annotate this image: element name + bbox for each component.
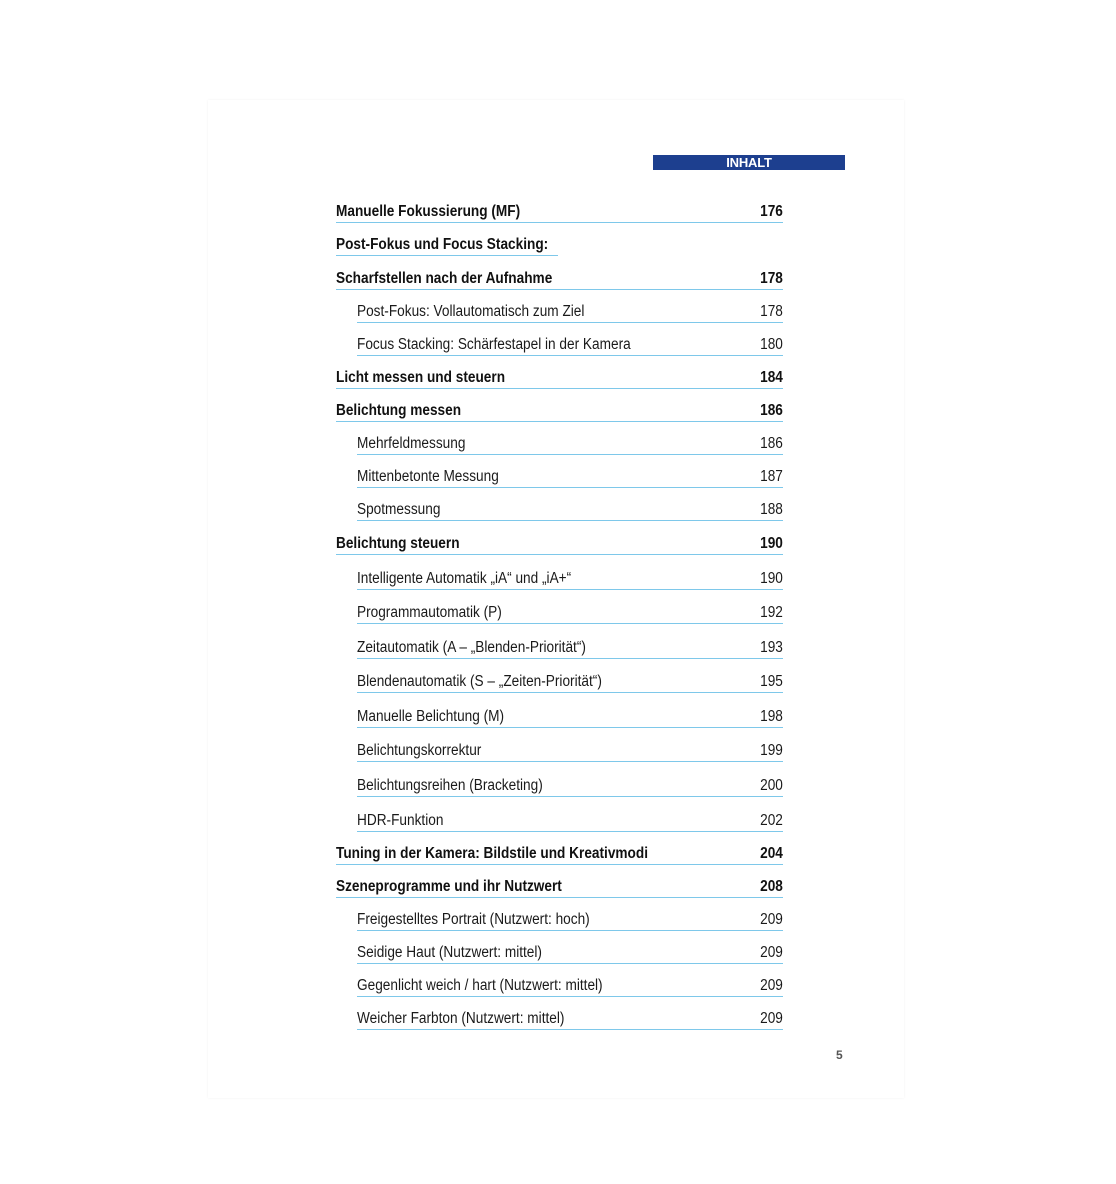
toc-entry-title: Focus Stacking: Schärfestapel in der Kamera (357, 336, 631, 353)
toc-entry-page-number: 200 (760, 777, 783, 794)
toc-entry-underline (336, 554, 783, 555)
toc-entry-page-number: 202 (760, 812, 783, 829)
toc-entry-page-number: 192 (760, 604, 783, 621)
toc-entry-chapter (336, 195, 783, 223)
toc-entry-page-number: 178 (760, 303, 783, 320)
toc-entry-title: Weicher Farbton (Nutzwert: mittel) (357, 1010, 565, 1027)
toc-entry-page-number: 204 (760, 845, 783, 862)
toc-entry-page-number: 208 (760, 878, 783, 895)
toc-entry-chapter (336, 228, 783, 256)
toc-entry-page-number: 195 (760, 673, 783, 690)
toc-entry-section (336, 665, 783, 693)
toc-entry-title: Belichtung messen (336, 402, 462, 419)
toc-entry-underline (336, 897, 783, 898)
toc-entry-chapter (336, 527, 783, 555)
toc-entry-title: Post-Fokus: Vollautomatisch zum Ziel (357, 303, 585, 320)
toc-entry-title: Gegenlicht weich / hart (Nutzwert: mittel) (357, 977, 603, 994)
toc-entry-chapter (336, 262, 783, 290)
toc-entry-page-number: 209 (760, 1010, 783, 1027)
toc-entry-title: Szeneprogramme und ihr Nutzwert (336, 878, 562, 895)
toc-entry-section (336, 562, 783, 590)
toc-entry-section (336, 460, 783, 488)
toc-entry-title: Post-Fokus und Focus Stacking: (336, 236, 549, 253)
toc-entry-page-number: 188 (760, 501, 783, 518)
toc-entry-page-number: 190 (760, 570, 783, 587)
toc-entry-page-number: 199 (760, 742, 783, 759)
toc-entry-title: Zeitautomatik (A – „Blenden-Priorität“) (357, 639, 586, 656)
toc-entry-section (336, 936, 783, 964)
toc-entry-underline (357, 454, 783, 455)
toc-entry-title: Intelligente Automatik „iA“ und „iA+“ (357, 570, 572, 587)
section-header-inhalt: INHALT (653, 155, 845, 170)
toc-entry-underline (357, 831, 783, 832)
toc-entry-underline (357, 963, 783, 964)
toc-entry-section (336, 493, 783, 521)
toc-entry-page-number: 209 (760, 944, 783, 961)
toc-entry-chapter (336, 361, 783, 389)
toc-entry-underline (357, 796, 783, 797)
toc-entry-title: Scharfstellen nach der Aufnahme (336, 270, 553, 287)
toc-entry-section (336, 427, 783, 455)
toc-entry-page-number: 180 (760, 336, 783, 353)
toc-entry-section (336, 1002, 783, 1030)
toc-entry-section (336, 804, 783, 832)
toc-entry-page-number: 186 (760, 435, 783, 452)
toc-entry-underline (357, 623, 783, 624)
toc-entry-section (336, 295, 783, 323)
toc-entry-section (336, 769, 783, 797)
toc-entry-page-number: 187 (760, 468, 783, 485)
toc-entry-title: Belichtungskorrektur (357, 742, 482, 759)
toc-entry-chapter (336, 394, 783, 422)
toc-entry-page-number: 198 (760, 708, 783, 725)
toc-entry-title: Seidige Haut (Nutzwert: mittel) (357, 944, 542, 961)
toc-entry-title: Belichtungsreihen (Bracketing) (357, 777, 543, 794)
toc-entry-title: Tuning in der Kamera: Bildstile und Kreativmodi (336, 845, 649, 862)
toc-entry-title: Manuelle Fokussierung (MF) (336, 203, 521, 220)
toc-entry-title: Freigestelltes Portrait (Nutzwert: hoch) (357, 911, 590, 928)
page-number: 5 (836, 1048, 843, 1062)
toc-entry-page-number: 209 (760, 977, 783, 994)
toc-entry-underline (357, 727, 783, 728)
toc-entry-underline (336, 864, 783, 865)
toc-entry-underline (336, 222, 783, 223)
toc-entry-page-number: 176 (760, 203, 783, 220)
toc-entry-section (336, 734, 783, 762)
toc-entry-underline (357, 1029, 783, 1030)
toc-entry-title: Licht messen und steuern (336, 369, 506, 386)
toc-entry-underline (357, 996, 783, 997)
toc-entry-underline (357, 761, 783, 762)
toc-entry-section (336, 631, 783, 659)
toc-entry-page-number: 209 (760, 911, 783, 928)
toc-entry-underline (336, 289, 783, 290)
toc-entry-chapter (336, 870, 783, 898)
toc-entry-chapter (336, 837, 783, 865)
toc-entry-title: Mittenbetonte Messung (357, 468, 499, 485)
toc-entry-title: Manuelle Belichtung (M) (357, 708, 505, 725)
toc-entry-underline (336, 255, 558, 256)
toc-entry-title: Spotmessung (357, 501, 441, 518)
toc-entry-underline (357, 520, 783, 521)
toc-entry-page-number: 184 (760, 369, 783, 386)
toc-entry-title: Blendenautomatik (S – „Zeiten-Priorität“) (357, 673, 602, 690)
toc-entry-page-number: 190 (760, 535, 783, 552)
toc-entry-section (336, 969, 783, 997)
toc-entry-underline (336, 388, 783, 389)
toc-entry-section (336, 596, 783, 624)
toc-entry-title: Programmautomatik (P) (357, 604, 502, 621)
toc-entry-page-number: 193 (760, 639, 783, 656)
toc-entry-page-number: 186 (760, 402, 783, 419)
toc-entry-underline (357, 487, 783, 488)
toc-entry-title: Belichtung steuern (336, 535, 460, 552)
toc-entry-underline (357, 658, 783, 659)
toc-entry-underline (357, 322, 783, 323)
toc-entry-underline (357, 692, 783, 693)
toc-entry-section (336, 903, 783, 931)
toc-entry-underline (336, 421, 783, 422)
toc-entry-underline (357, 589, 783, 590)
toc-entry-section (336, 328, 783, 356)
toc-entry-page-number: 178 (760, 270, 783, 287)
toc-entry-title: HDR-Funktion (357, 812, 444, 829)
toc-entry-section (336, 700, 783, 728)
toc-entry-title: Mehrfeldmessung (357, 435, 466, 452)
toc-entry-underline (357, 355, 783, 356)
toc-entry-underline (357, 930, 783, 931)
